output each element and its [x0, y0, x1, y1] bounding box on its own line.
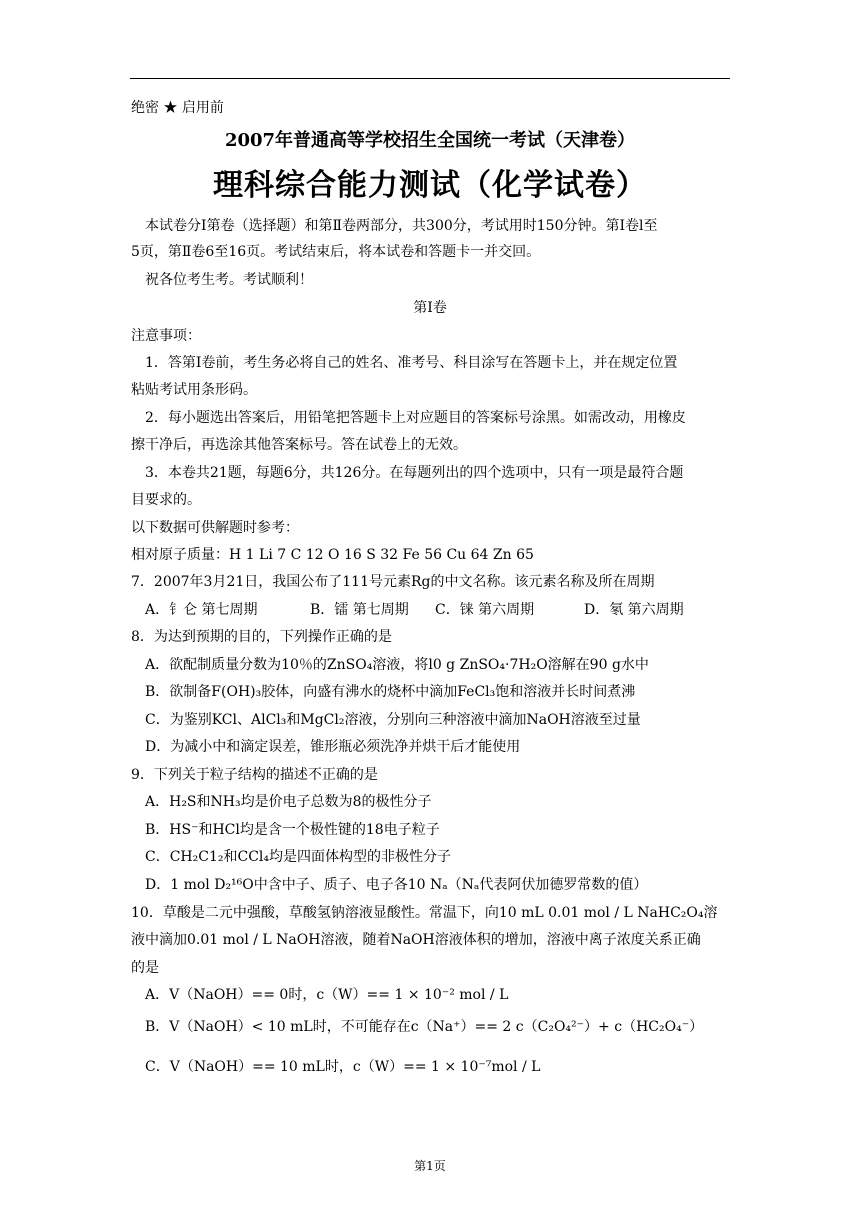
q10-option-b: B．V（NaOH）< 10 mL时，不可能存在c（Na⁺）== 2 c（C₂O₄²⁻）+ c（HC₂O₄⁻）: [145, 1019, 704, 1035]
q7-option-d: D．氡 第六周期: [584, 602, 684, 618]
notes-heading: 注意事项：: [131, 328, 201, 344]
note-3b: 目要求的。: [131, 492, 201, 508]
q8-option-d: D．为减小中和滴定误差，锥形瓶必须洗净并烘干后才能使用: [145, 739, 521, 755]
q9-option-c: C．CH₂C1₂和CCl₄均是四面体构型的非极性分子: [145, 849, 451, 865]
q8-option-c: C．为鉴别KCl、AlCl₃和MgCl₂溶液，分别向三种溶液中滴加NaOH溶液至过量: [145, 712, 641, 728]
note-3a: 3．本卷共21题，每题6分，共126分。在每题列出的四个选项中，只有一项是最符合题: [145, 465, 684, 481]
note-1b: 粘贴考试用条形码。: [131, 382, 257, 398]
exam-title: 2007年普通高等学校招生全国统一考试（天津卷）: [224, 130, 636, 151]
intro-line-2: 5页，第Ⅱ卷6至16页。考试结束后，将本试卷和答题卡一并交回。: [131, 244, 541, 260]
top-rule: [130, 78, 730, 79]
q8-option-b: B．欲制备F(OH)₃胶体，向盛有沸水的烧杯中滴加FeCl₃饱和溶液并长时间煮沸: [145, 684, 636, 700]
note-2a: 2．每小题选出答案后，用铅笔把答题卡上对应题目的答案标号涂黑。如需改动，用橡皮: [145, 410, 686, 426]
q10-stem-2: 液中滴加0.01 mol / L NaOH溶液，随着NaOH溶液体积的增加，溶液中离子浓度关系正确: [131, 932, 701, 948]
note-2b: 擦干净后，再选涂其他答案标号。答在试卷上的无效。: [131, 437, 467, 453]
q7-options: [145, 601, 684, 619]
q7-option-c: C．铼 第六周期: [435, 602, 535, 618]
atomic-mass-line: 相对原子质量：H 1 Li 7 C 12 O 16 S 32 Fe 56 Cu 64 Zn 65: [131, 547, 534, 563]
q9-option-b: B．HS⁻和HCl均是含一个极性键的18电子粒子: [145, 822, 440, 838]
q8-stem: 8．为达到预期的目的，下列操作正确的是: [131, 629, 392, 645]
intro-line-3: 祝各位考生考。考试顺利！: [145, 272, 313, 288]
page-number: 第1页: [414, 1159, 446, 1173]
q7-stem: 7．2007年3月21日，我国公布了111号元素Rg的中文名称。该元素名称及所在周期: [131, 574, 655, 590]
section-title: 第Ⅰ卷: [413, 300, 447, 316]
q8-option-a: A．欲配制质量分数为10％的ZnSO₄溶液，将l0 g ZnSO₄·7H₂O溶解在90 g水中: [145, 657, 649, 673]
q7-option-b: B．镭 第七周期: [310, 602, 409, 618]
q9-stem: 9．下列关于粒子结构的描述不正确的是: [131, 767, 378, 783]
q10-option-a: A．V（NaOH）== 0时，c（W）== 1 × 10⁻² mol / L: [145, 987, 509, 1003]
paper-title: 理科综合能力测试（化学试卷）: [213, 168, 647, 203]
q9-option-a: A．H₂S和NH₃均是价电子总数为8的极性分子: [145, 794, 432, 810]
reference-line: 以下数据可供解题时参考：: [131, 520, 299, 536]
q10-option-c: C．V（NaOH）== 10 mL时，c（W）== 1 × 10⁻⁷mol / L: [145, 1059, 541, 1075]
q9-option-d: D．1 mol D₂¹⁶O中含中子、质子、电子各10 Nₐ（Nₐ代表阿伏加德罗常数的值）: [145, 877, 648, 893]
note-1a: 1．答第Ⅰ卷前，考生务必将自己的姓名、准考号、科目涂写在答题卡上，并在规定位置: [145, 355, 678, 371]
q10-stem-1: 10．草酸是二元中强酸，草酸氢钠溶液显酸性。常温下，向10 mL 0.01 mol / L NaHC₂O₄溶: [131, 905, 718, 921]
secret-label: 绝密 ★ 启用前: [131, 100, 224, 116]
intro-line-1: 本试卷分Ⅰ第卷（选择题）和第Ⅱ卷两部分，共300分，考试用时150分钟。第Ⅰ卷l至: [145, 218, 658, 234]
q10-stem-3: 的是: [131, 960, 159, 976]
q7-option-a: A．钅仑 第七周期: [145, 602, 258, 618]
